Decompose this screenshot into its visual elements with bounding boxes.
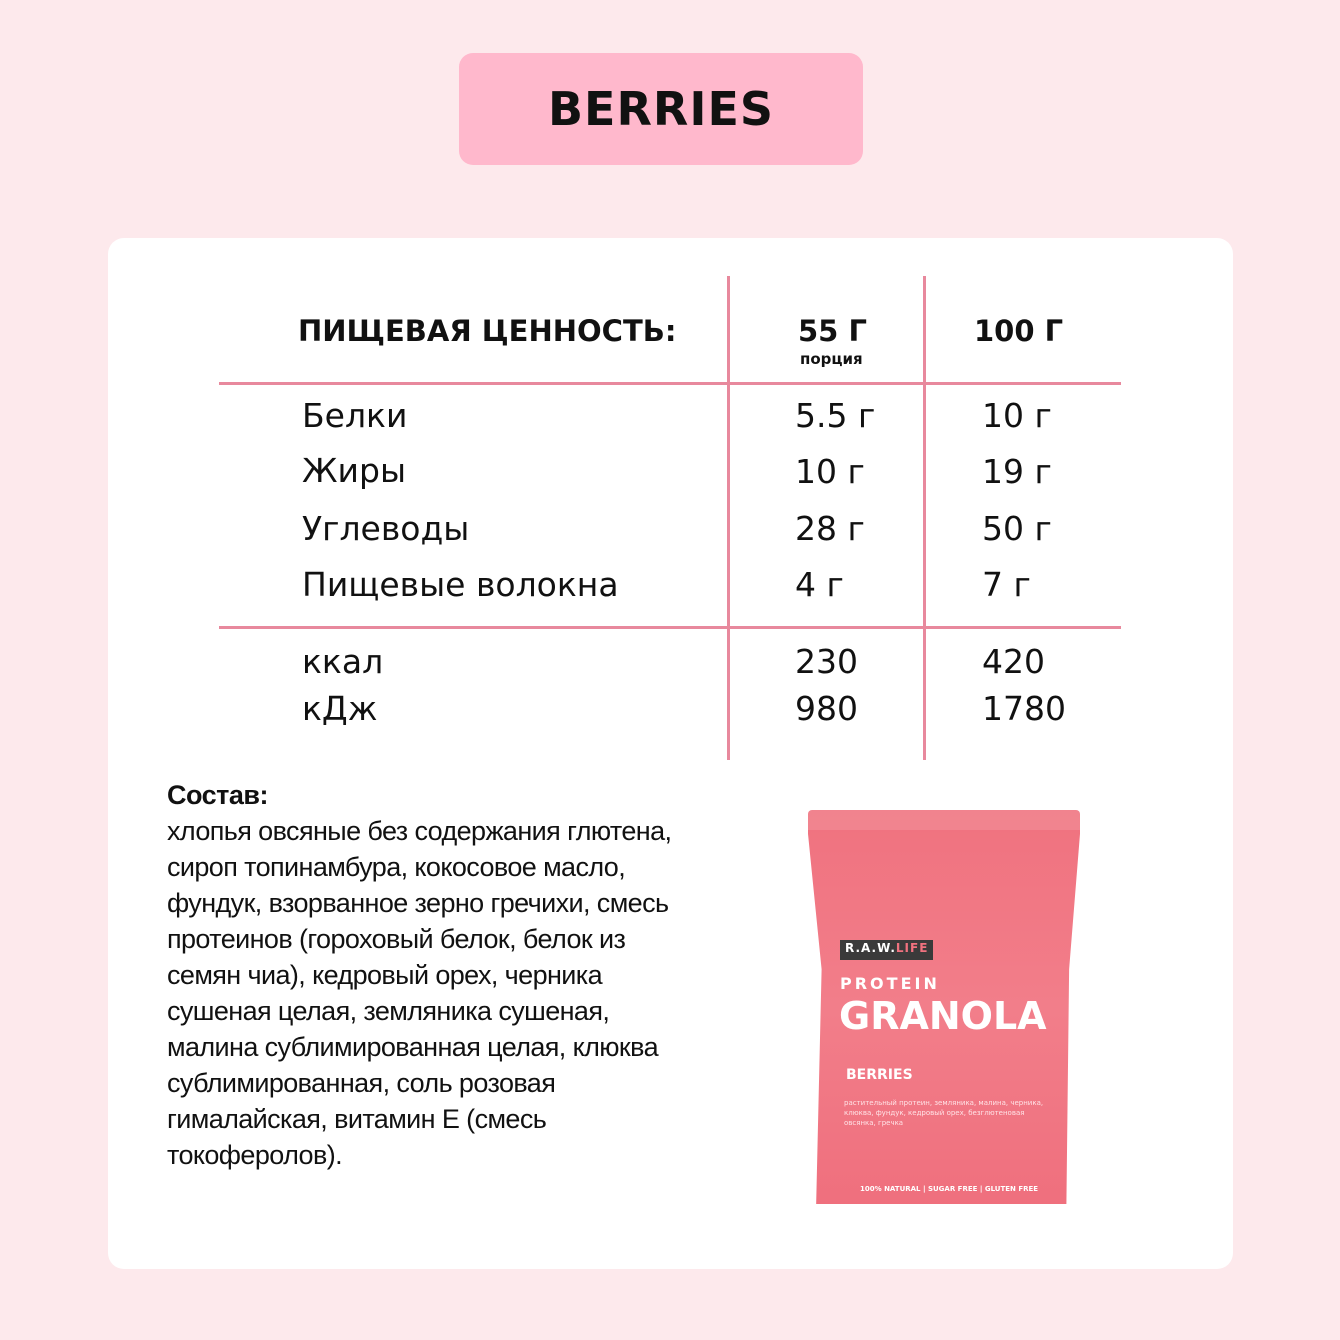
table-divider-horizontal-2 (219, 626, 1121, 629)
product-title: BERRIES (548, 82, 774, 136)
package-seal (808, 810, 1080, 830)
row-portion: 28 г (795, 509, 865, 548)
energy-per100: 420 (982, 642, 1045, 681)
nutrition-header: ПИЩЕВАЯ ЦЕННОСТЬ: (298, 314, 677, 348)
energy-portion: 230 (795, 642, 858, 681)
package-footer-claims: 100% NATURAL | SUGAR FREE | GLUTEN FREE (860, 1185, 1039, 1193)
row-portion: 4 г (795, 565, 844, 604)
row-name: Углеводы (302, 509, 470, 548)
row-portion: 5.5 г (795, 396, 876, 435)
package-protein-label: PROTEIN (840, 974, 940, 993)
product-package-image (808, 810, 1080, 1208)
row-per100: 50 г (982, 509, 1052, 548)
row-name: Белки (302, 396, 408, 435)
row-name: Пищевые волокна (302, 565, 619, 604)
table-divider-vertical-1 (727, 276, 730, 760)
row-per100: 7 г (982, 565, 1031, 604)
package-granola-label: GRANOLA (839, 994, 1047, 1038)
energy-portion: 980 (795, 689, 858, 728)
row-per100: 10 г (982, 396, 1052, 435)
table-divider-vertical-2 (923, 276, 926, 760)
composition-title: Состав: (167, 780, 268, 810)
row-name: Жиры (302, 451, 406, 490)
composition-text: хлопья овсяные без содержания глютена, сироп топинамбура, кокосовое масло, фундук, взорванное зерно гречихи, смесь протеинов (гороховый белок, белок из семян чиа), кедровый орех, черника сушеная целая, земляника сушеная, малина сублимированная целая, клюква сублимированная, соль розовая гималайская, витамин Е (смесь токоферолов). (167, 816, 672, 1170)
row-portion: 10 г (795, 452, 865, 491)
energy-name: кДж (302, 689, 378, 728)
package-ingredients-small: растительный протеин, земляника, малина, черника, клюква, фундук, кедровый орех, безглютеновая овсянка, гречка (844, 1099, 1044, 1127)
table-divider-horizontal-1 (219, 382, 1121, 385)
portion-header: 55 Г (798, 314, 867, 348)
per100-header: 100 Г (974, 314, 1064, 348)
portion-subheader: порция (800, 350, 863, 368)
title-banner (459, 53, 863, 165)
package-flavor-label: BERRIES (846, 1067, 913, 1083)
package-brand-logo: R.A.W.LIFE (840, 940, 933, 960)
row-per100: 19 г (982, 452, 1052, 491)
energy-name: ккал (302, 642, 384, 681)
energy-per100: 1780 (982, 689, 1066, 728)
